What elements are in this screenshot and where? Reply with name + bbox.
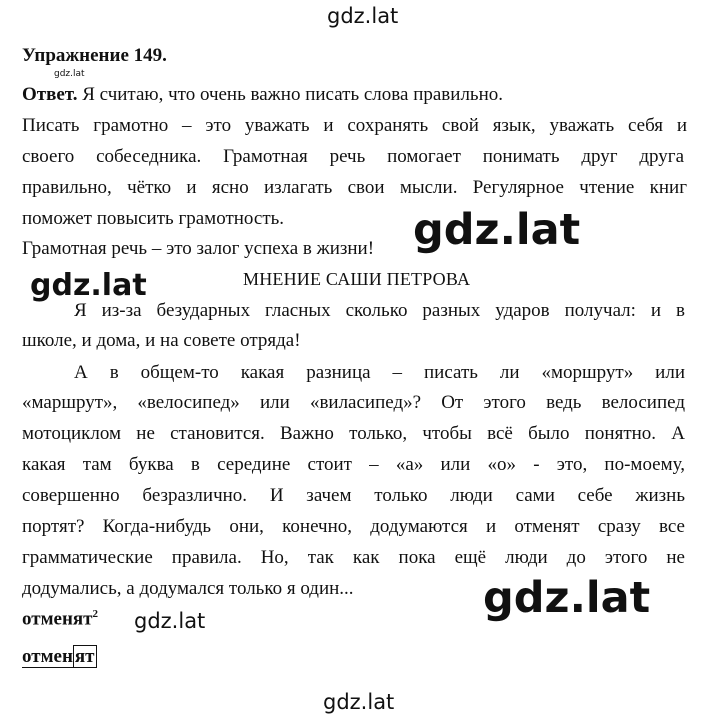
watermark-large-2: gdz.lat: [483, 573, 651, 623]
story-p2-line-8: додумались, а додумался только я один...: [22, 578, 354, 599]
analyzed-word: [22, 608, 98, 630]
morpheme-analysis: [22, 648, 97, 666]
exercise-title: Упражнение 149.: [22, 45, 167, 66]
story-p2-line-2: «маршрут», «велосипед» или «виласипед»? От этого ведь велосипед: [22, 392, 685, 413]
answer-line-4: правильно, чётко и ясно излагать свои мысли. Регулярное чтение книг: [22, 177, 687, 198]
watermark-small: gdz.lat: [54, 69, 85, 79]
story-heading: МНЕНИЕ САШИ ПЕТРОВА: [243, 269, 471, 289]
answer-label: Ответ.: [22, 84, 78, 105]
watermark-medium: gdz.lat: [30, 268, 147, 303]
answer-line-2: Писать грамотно – это уважать и сохранять свой язык, уважать себя и: [22, 115, 687, 136]
watermark-inline: gdz.lat: [134, 609, 206, 633]
answer-line-6: Грамотная речь – это залог успеха в жизни!: [22, 238, 375, 259]
story-p2-line-1: А в общем-то какая разница – писать ли «моршрут» или: [74, 362, 685, 383]
story-p2-line-7: грамматические правила. Но, так как пока ещё люди до этого не: [22, 547, 685, 568]
story-p1-line-1: Я из-за безударных гласных сколько разных ударов получал: и в: [74, 300, 685, 321]
answer-line-5: поможет повысить грамотность.: [22, 208, 285, 229]
answer-text-1: Я считаю, что очень важно писать слова правильно.: [77, 84, 504, 105]
analyzed-word-text: отменят: [22, 608, 93, 630]
story-p2-line-6: портят? Когда-нибудь они, конечно, додумаются и отменят сразу все: [22, 516, 685, 537]
watermark-large-1: gdz.lat: [413, 205, 581, 255]
story-p1-line-2: школе, и дома, и на совете отряда!: [22, 330, 301, 351]
story-p2-line-5: совершенно безразлично. И зачем только люди сами себе жизнь: [22, 485, 685, 506]
watermark-top: gdz.lat: [327, 4, 399, 28]
answer-line-1: [22, 84, 503, 106]
word-stem: отмен: [22, 646, 73, 667]
analyzed-word-superscript: 2: [92, 608, 99, 620]
story-p2-line-3: мотоциклом не становится. Важно только, чтобы всё было понятно. А: [22, 423, 685, 444]
word-ending: ят: [74, 646, 95, 667]
answer-line-3: своего собеседника. Грамотная речь помогает понимать друг друга: [22, 146, 684, 167]
story-p2-line-4: какая там буква в середине стоит – «а» или «о» - это, по-моему,: [22, 454, 685, 475]
watermark-bottom: gdz.lat: [323, 690, 395, 714]
